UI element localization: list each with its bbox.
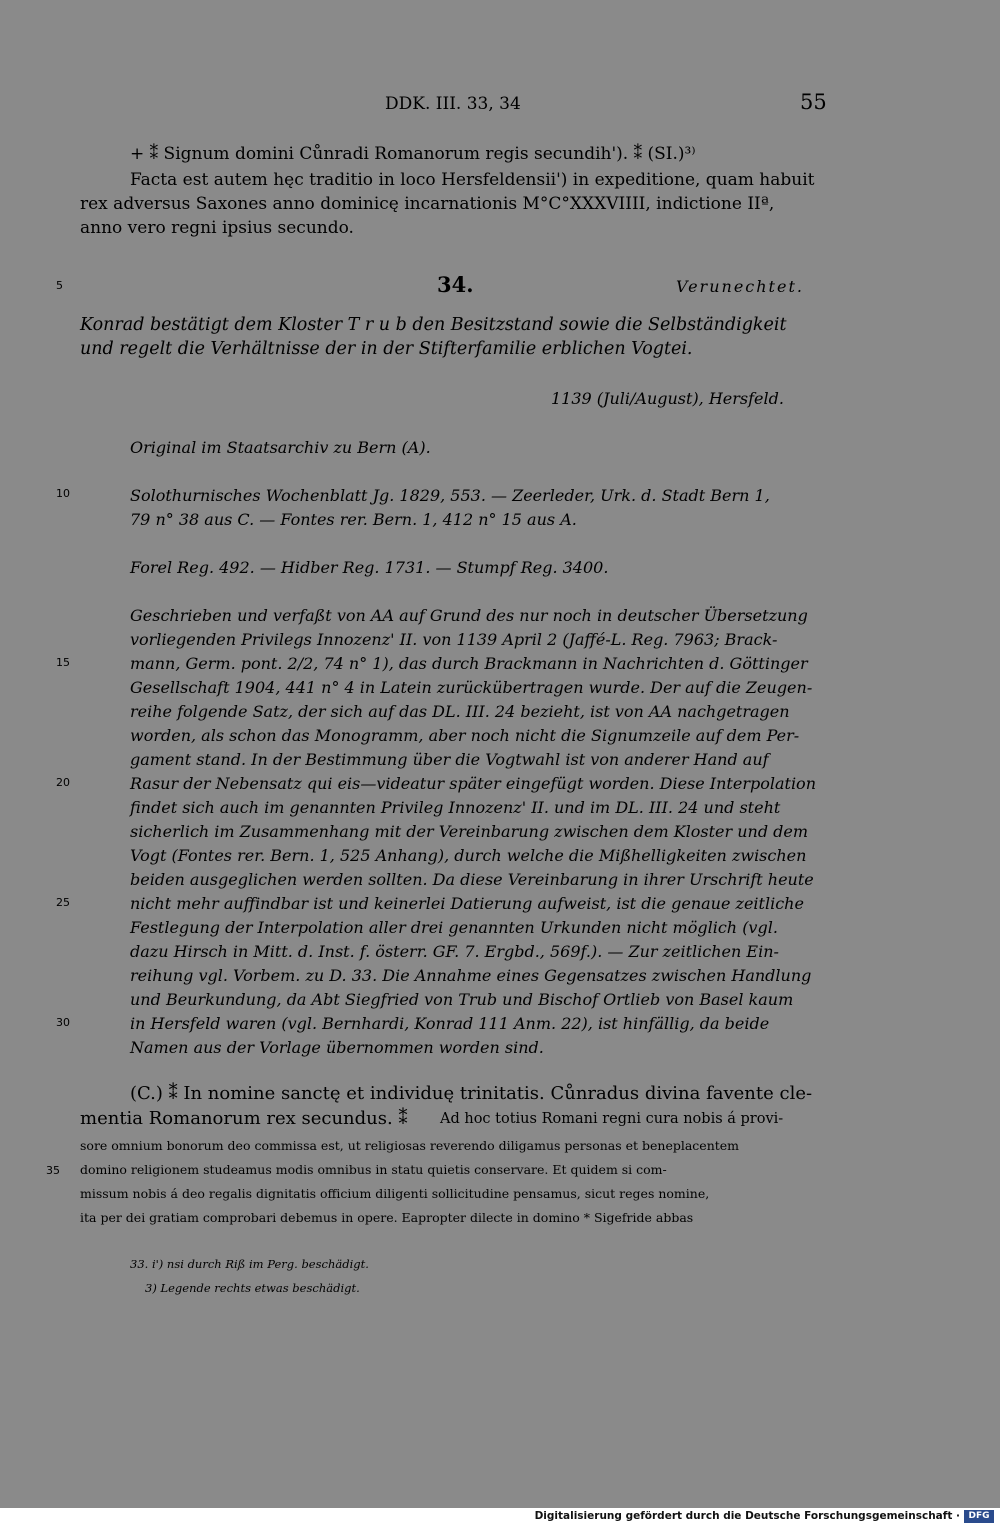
margin-line-5: 5 bbox=[56, 279, 63, 292]
margin-line-15: 15 bbox=[56, 656, 70, 669]
commentary-line: worden, als schon das Monogramm, aber noch nicht die Signumzeile auf dem Per- bbox=[130, 726, 800, 745]
commentary-line: Vogt (Fontes rer. Bern. 1, 525 Anhang), durch welche die Mißhelligkeiten zwischen bbox=[130, 846, 807, 865]
commentary-line: dazu Hirsch in Mitt. d. Inst. f. österr. GF. 7. Ergbd., 569f.). — Zur zeitlichen Ein- bbox=[130, 942, 779, 961]
regesta-line: Forel Reg. 492. — Hidber Reg. 1731. — Stumpf Reg. 3400. bbox=[130, 558, 609, 577]
running-title: DDK. III. 33, 34 bbox=[385, 94, 521, 114]
footnote-1: 33. i') nsi durch Riß im Perg. beschädigt. bbox=[130, 1257, 369, 1271]
charter-line-3: sore omnium bonorum deo commissa est, ut religiosas reverendo diligamus personas et beneplacentem bbox=[80, 1138, 740, 1153]
prints-line-1: Solothurnisches Wochenblatt Jg. 1829, 553. — Zeerleder, Urk. d. Stadt Bern 1, bbox=[130, 486, 770, 505]
prints-line-2: 79 n° 38 aus C. — Fontes rer. Bern. 1, 412 n° 15 aus A. bbox=[130, 510, 577, 529]
date-place: 1139 (Juli/August), Hersfeld. bbox=[551, 389, 784, 408]
commentary-line: mann, Germ. pont. 2/2, 74 n° 1), das durch Brackmann in Nachrichten d. Göttinger bbox=[130, 654, 808, 673]
charter-line-2b: Ad hoc totius Romani regni cura nobis á provi- bbox=[440, 1111, 784, 1127]
commentary-line: nicht mehr auffindbar ist und keinerlei Datierung aufweist, ist die genaue zeitliche bbox=[130, 894, 804, 913]
commentary-line: sicherlich im Zusammenhang mit der Vereinbarung zwischen dem Kloster und dem bbox=[130, 822, 809, 841]
commentary-line: findet sich auch im genannten Privileg Innozenz' II. und im DL. III. 24 und steht bbox=[130, 798, 781, 817]
charter-line-4: domino religionem studeamus modis omnibus in statu quietis conservare. Et quidem si com- bbox=[80, 1162, 667, 1177]
charter-line-5: missum nobis á deo regalis dignitatis officium diligenti sollicitudine pensamus, sicut reges nomine, bbox=[80, 1186, 710, 1201]
page-number: 55 bbox=[800, 90, 827, 114]
signum-line: + ⁑ Signum domini Cůnradi Romanorum regis secundih'). ⁑ (SI.)³⁾ bbox=[130, 144, 696, 164]
commentary-line: Gesellschaft 1904, 441 n° 4 in Latein zurückübertragen wurde. Der auf die Zeugen- bbox=[130, 678, 813, 697]
document-number: 34. bbox=[437, 272, 474, 297]
commentary-line: und Beurkundung, da Abt Siegfried von Trub und Bischof Ortlieb von Basel kaum bbox=[130, 990, 794, 1009]
regest-line-2: und regelt die Verhältnisse der in der Stifterfamilie erblichen Vogtei. bbox=[80, 339, 693, 359]
commentary-line: vorliegenden Privilegs Innozenz' II. von 1139 April 2 (Jaffé-L. Reg. 7963; Brack- bbox=[130, 630, 778, 649]
commentary-line: reihung vgl. Vorbem. zu D. 33. Die Annahme eines Gegensatzes zwischen Handlung bbox=[130, 966, 812, 985]
original-note: Original im Staatsarchiv zu Bern (A). bbox=[130, 438, 431, 457]
charter-line-6: ita per dei gratiam comprobari debemus in opere. Eapropter dilecte in domino * Sigefride abbas bbox=[80, 1210, 694, 1225]
margin-line-35: 35 bbox=[46, 1164, 60, 1177]
prev-doc-line-2: Facta est autem hęc traditio in loco Hersfeldensii') in expeditione, quam habuit bbox=[130, 170, 815, 190]
commentary-line: Namen aus der Vorlage übernommen worden sind. bbox=[130, 1038, 544, 1057]
commentary-line: Rasur der Nebensatz qui eis—videatur später eingefügt worden. Diese Interpolation bbox=[130, 774, 816, 793]
funding-bar bbox=[0, 1508, 1000, 1525]
commentary-line: reihe folgende Satz, der sich auf das DL. III. 24 bezieht, ist von AA nachgetragen bbox=[130, 702, 790, 721]
margin-line-10: 10 bbox=[56, 487, 70, 500]
footnote-2: 3) Legende rechts etwas beschädigt. bbox=[145, 1281, 360, 1295]
charter-line-1: (C.) ⁑ In nomine sanctę et individuę trinitatis. Cůnradus divina favente cle- bbox=[130, 1083, 813, 1104]
commentary-line: Geschrieben und verfaßt von AA auf Grund des nur noch in deutscher Übersetzung bbox=[130, 606, 808, 625]
margin-line-20: 20 bbox=[56, 776, 70, 789]
charter-line-2a: mentia Romanorum rex secundus. ⁑ bbox=[80, 1108, 408, 1129]
dfg-logo: DFG bbox=[964, 1510, 994, 1523]
margin-line-30: 30 bbox=[56, 1016, 70, 1029]
commentary-line: Festlegung der Interpolation aller drei genannten Urkunden nicht möglich (vgl. bbox=[130, 918, 778, 937]
commentary-line: beiden ausgeglichen werden sollten. Da diese Vereinbarung in ihrer Urschrift heute bbox=[130, 870, 814, 889]
commentary-line: gament stand. In der Bestimmung über die Vogtwahl ist von anderer Hand auf bbox=[130, 750, 769, 769]
prev-doc-line-4: anno vero regni ipsius secundo. bbox=[80, 218, 354, 238]
regest-line-1: Konrad bestätigt dem Kloster T r u b den Besitzstand sowie die Selbständigkeit bbox=[80, 315, 787, 335]
commentary-line: in Hersfeld waren (vgl. Bernhardi, Konrad 111 Anm. 22), ist hinfällig, da beide bbox=[130, 1014, 770, 1033]
margin-line-25: 25 bbox=[56, 896, 70, 909]
prev-doc-line-3: rex adversus Saxones anno dominicę incarnationis M°C°XXXVIIII, indictione IIª, bbox=[80, 194, 775, 214]
funding-text: Digitalisierung gefördert durch die Deutsche Forschungsgemeinschaft · bbox=[534, 1510, 960, 1522]
document-status: Verunechtet. bbox=[676, 277, 804, 296]
